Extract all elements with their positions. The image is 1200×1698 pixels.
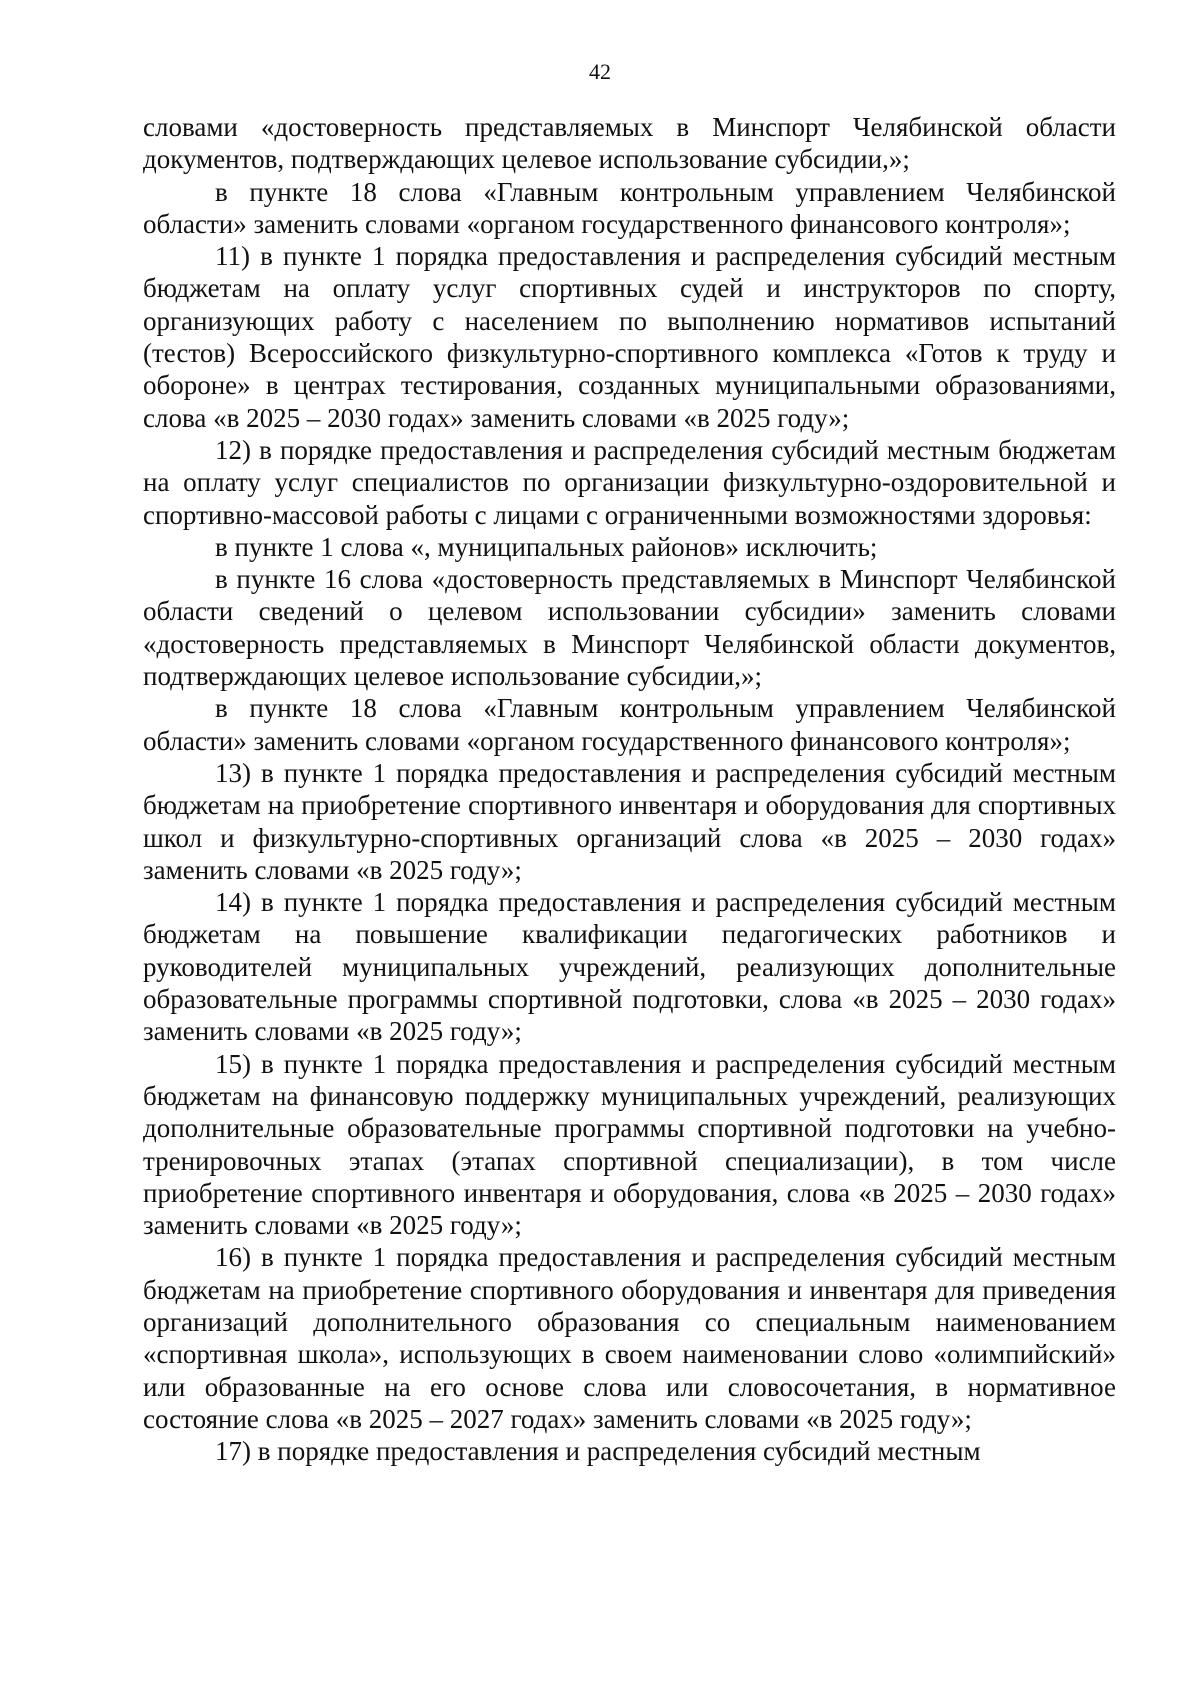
document-body (143, 111, 1116, 1467)
paragraph: в пункте 16 слова «достоверность представляемых в Минспорт Челябинской области сведений о целевом использовании субсидии» заменить словами «достоверность представляемых в Минспорт Челябинской области документов, подтверждающих целевое использование субсидии,»; (143, 564, 1116, 692)
paragraph: в пункте 18 слова «Главным контрольным управлением Челябинской области» заменить словами «органом государственного финансового контроля»; (143, 693, 1116, 756)
page-number: 42 (589, 59, 611, 84)
paragraph: 16) в пункте 1 порядка предоставления и распределения субсидий местным бюджетам на приобретение спортивного оборудования и инвентаря для приведения организаций дополнительного образования со специальным наименованием «спортивная школа», использующих в своем наименовании слово «олимпийский» или образованные на его основе слова или словосочетания, в нормативное состояние слова «в 2025 – 2027 годах» заменить словами «в 2025 году»; (143, 1242, 1116, 1434)
paragraph: 11) в пункте 1 порядка предоставления и распределения субсидий местным бюджетам на оплату услуг спортивных судей и инструкторов по спорту, организующих работу с населением по выполнению нормативов испытаний (тестов) Всероссийского физкультурно-спортивного комплекса «Готов к труду и обороне» в центрах тестирования, созданных муниципальными образованиями, слова «в 2025 – 2030 годах» заменить словами «в 2025 году»; (143, 241, 1116, 433)
paragraph: в пункте 1 слова «, муниципальных районов» исключить; (215, 531, 878, 562)
paragraph: словами «достоверность представляемых в Минспорт Челябинской области документов, подтверждающих целевое использование субсидии,»; (143, 112, 1116, 175)
paragraph: 17) в порядке предоставления и распределения субсидий местным (215, 1436, 981, 1467)
paragraph: 13) в пункте 1 порядка предоставления и распределения субсидий местным бюджетам на приобретение спортивного инвентаря и оборудования для спортивных школ и физкультурно-спортивных организаций слова «в 2025 – 2030 годах» заменить словами «в 2025 году»; (143, 757, 1116, 885)
paragraph: в пункте 18 слова «Главным контрольным управлением Челябинской области» заменить словами «органом государственного финансового контроля»; (143, 176, 1116, 239)
paragraph: 14) в пункте 1 порядка предоставления и распределения субсидий местным бюджетам на повышение квалификации педагогических работников и руководителей муниципальных учреждений, реализующих дополнительные образовательные программы спортивной подготовки, слова «в 2025 – 2030 годах» заменить словами «в 2025 году»; (143, 887, 1116, 1047)
paragraph: 12) в порядке предоставления и распределения субсидий местным бюджетам на оплату услуг специалистов по организации физкультурно-оздоровительной и спортивно-массовой работы с лицами с ограниченными возможностями здоровья: (143, 434, 1116, 530)
paragraph: 15) в пункте 1 порядка предоставления и распределения субсидий местным бюджетам на финансовую поддержку муниципальных учреждений, реализующих дополнительные образовательные программы спортивной подготовки на учебно-тренировочных этапах (этапах спортивной специализации), в том числе приобретение спортивного инвентаря и оборудования, слова «в 2025 – 2030 годах» заменить словами «в 2025 году»; (143, 1048, 1116, 1241)
